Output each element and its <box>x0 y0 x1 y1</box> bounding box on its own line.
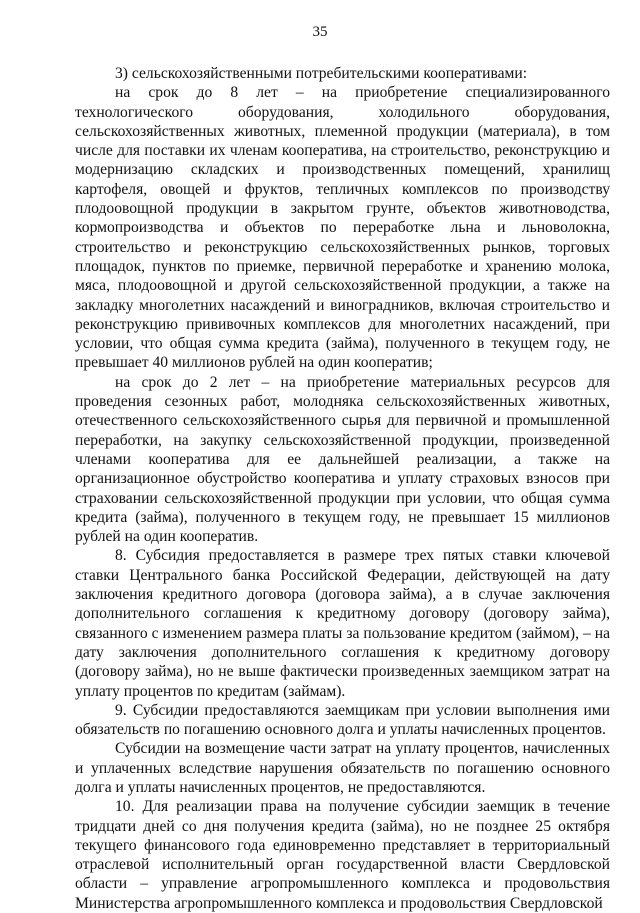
paragraph-subsidy-exclusion: Субсидии на возмещение части затрат на уплату процентов, начисленных и уплаченных вследствие нарушения обязательств по погашению основного долга и уплаты начисленных процентов, не предоставляются. <box>75 740 610 796</box>
paragraph-clause-8: 8. Субсидия предоставляется в размере трех пятых ставки ключевой ставки Центрального банка Российской Федерации, действующей на дату заключения кредитного договора (договора займа), а в случае заключения дополнительного соглашения к кредитному договору (договору займа), связанного с изменением размера платы за пользование кредитом (займом), – на дату заключения дополнительного соглашения к кредитному договору (договору займа), но не выше фактически произведенных заемщиком затрат на уплату процентов по кредитам (займам). <box>75 547 610 700</box>
paragraph-cooperatives-heading: 3) сельскохозяйственными потребительскими кооперативами: <box>115 65 528 82</box>
paragraph-term-8-years: на срок до 8 лет – на приобретение специализированного технологического оборудования, холодильного оборудования, сельскохозяйственных животных, племенной продукции (материала), в том числе для поставки их членам кооператива, на строительство, реконструкцию и модернизацию складских и производственных помещений, хранилищ картофеля, овощей и фруктов, тепличных комплексов по производству плодоовощной продукции в закрытом грунте, объектов животноводства, кормопроизводства и объектов по переработке льна и льноволокна, строительство и реконструкцию сельскохозяйственных рынков, торговых площадок, пунктов по приемке, первичной переработке и хранению молока, мяса, плодоовощной и другой сельскохозяйственной продукции, а также на закладку многолетних насаждений и виноградников, включая строительство и реконструкцию прививочных комплексов для многолетних насаждений, при условии, что общая сумма кредита (займа), полученного в текущем году, не превышает 40 миллионов рублей на один кооператив; <box>75 84 610 372</box>
paragraph-term-2-years: на срок до 2 лет – на приобретение материальных ресурсов для проведения сезонных работ, молодняка сельскохозяйственных животных, отечественного сельскохозяйственного сырья для первичной и промышленной переработки, на закупку сельскохозяйственной продукции, произведенной членами кооператива для ее дальнейшей реализации, а также на организационное обустройство кооператива и уплату страховых взносов при страховании сельскохозяйственной продукции при условии, что общая сумма кредита (займа), полученного в текущем году, не превышает 15 миллионов рублей на один кооператив. <box>75 373 610 546</box>
document-body <box>75 64 610 913</box>
paragraph-clause-10: 10. Для реализации права на получение субсидии заемщик в течение тридцати дней со дня получения кредита (займа), но не позднее 25 октября текущего финансового года единовременно представляет в территориальный отраслевой исполнительный орган государственной власти Свердловской области – управление агропромышленного комплекса и продовольствия Министерства агропромышленного комплекса и продовольствия Свердловской <box>75 798 610 912</box>
page-number: 35 <box>312 24 328 40</box>
paragraph-clause-9: 9. Субсидии предоставляются заемщикам при условии выполнения ими обязательств по погашению основного долга и уплаты начисленных процентов. <box>75 701 610 739</box>
